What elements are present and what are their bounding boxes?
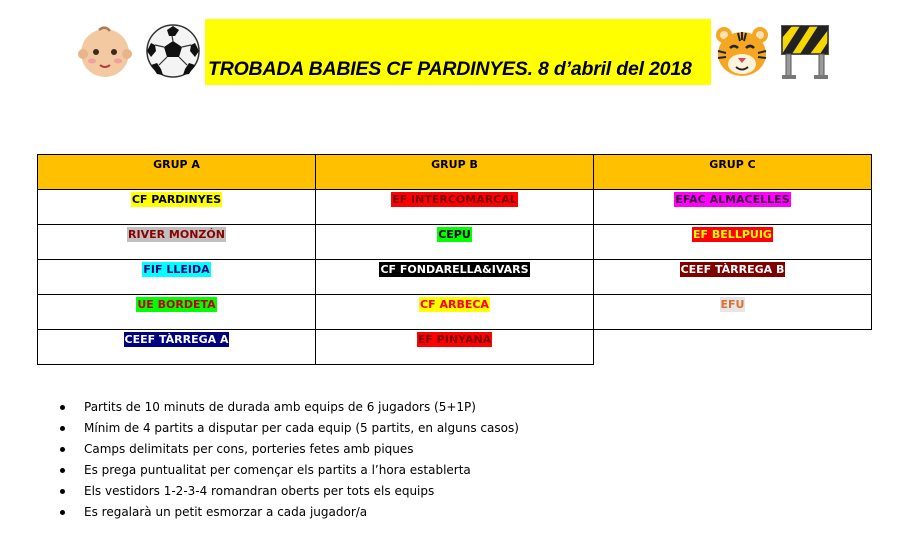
team-name: EF PINYANA (417, 333, 492, 346)
team-name: EFAC ALMACELLES (675, 193, 790, 206)
team-name: FIF LLEIDA (143, 263, 210, 276)
team-name: EFU (720, 298, 745, 311)
groups-table (37, 154, 872, 365)
team-name: EF BELLPUIG (693, 228, 772, 241)
team-cell (316, 190, 594, 225)
team-cell (316, 260, 594, 295)
group-c-header: GRUP C (594, 155, 872, 190)
table-row (38, 330, 872, 365)
group-b-header: GRUP B (316, 155, 594, 190)
list-item: Es prega puntualitat per començar els partits a l’hora establerta (58, 461, 519, 482)
tiger-face-icon (713, 22, 771, 80)
table-row (38, 260, 872, 295)
baby-face-icon (76, 22, 134, 80)
team-cell (38, 190, 316, 225)
list-item: Els vestidors 1-2-3-4 romandran oberts per tots els equips (58, 482, 519, 503)
team-name: CF PARDINYES (131, 193, 222, 206)
team-cell (594, 260, 872, 295)
group-a-header: GRUP A (38, 155, 316, 190)
team-name: EF INTERCOMARCAL (392, 193, 517, 206)
construction-barrier-icon (776, 22, 834, 80)
soccer-ball-icon (144, 22, 202, 80)
team-cell (594, 295, 872, 330)
title-banner (205, 19, 711, 85)
team-cell (38, 225, 316, 260)
team-cell (594, 190, 872, 225)
team-cell (38, 295, 316, 330)
team-name: CEEF TÀRREGA A (124, 333, 229, 346)
page-title: TROBADA BABIES CF PARDINYES. 8 d’abril del 2018 (208, 58, 692, 80)
list-item: Mínim de 4 partits a disputar per cada equip (5 partits, en alguns casos) (58, 419, 519, 440)
team-cell (316, 225, 594, 260)
team-name: CF ARBECA (420, 298, 489, 311)
empty-cell (594, 330, 872, 365)
list-item: Partits de 10 minuts de durada amb equips de 6 jugadors (5+1P) (58, 398, 519, 419)
table-row (38, 295, 872, 330)
table-header-row (38, 155, 872, 190)
notes-list (58, 398, 519, 524)
team-name: CF FONDARELLA&IVARS (380, 263, 529, 276)
team-cell (316, 330, 594, 365)
team-cell (594, 225, 872, 260)
team-name: UE BORDETA (137, 298, 216, 311)
team-cell (316, 295, 594, 330)
list-item: Es regalarà un petit esmorzar a cada jugador/a (58, 503, 519, 524)
table-row (38, 225, 872, 260)
team-cell (38, 330, 316, 365)
list-item: Camps delimitats per cons, porteries fetes amb piques (58, 440, 519, 461)
team-name: CEEF TÀRREGA B (680, 263, 785, 276)
header (0, 0, 915, 100)
team-cell (38, 260, 316, 295)
team-name: CEPU (438, 228, 471, 241)
team-name: RIVER MONZÓN (128, 228, 225, 241)
table-row (38, 190, 872, 225)
